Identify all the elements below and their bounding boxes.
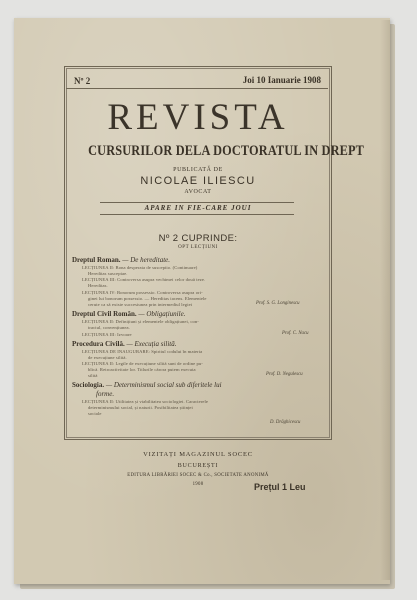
masthead-title: REVISTA [107, 97, 289, 138]
lesson-line: blică. Retroactivitate lor. Titlurile cărora putem executa [88, 367, 196, 372]
section-title: Sociologia. — Determinismul social sub diferitele lui [72, 381, 222, 389]
professor-name: D. Drăghicescu [270, 420, 301, 425]
lesson-line: LECȚIUNEA III: Izvoare [82, 332, 132, 337]
professor-name: Prof. C. Nacu [282, 331, 309, 336]
footer-publisher: EDITURA LIBRĂRIEI SOCEC & Co., SOCIETATE ANONIMĂ [127, 473, 269, 478]
frequency-rule-bottom [100, 214, 294, 215]
lesson-line: cerute ca să existe succesiunea prin intermediul legiei [88, 302, 193, 307]
frequency-rule-top [100, 202, 294, 203]
masthead-subtitle: CURSURILOR DELA DOCTORATUL IN DREPT [88, 143, 365, 159]
footer-city: BUCUREȘTI [177, 463, 219, 469]
section-title: Dreptul Roman. — De hereditate. [72, 256, 170, 264]
lesson-line: LECȚIUNEA DE INAUGURARE: Spiritul codului în materia [82, 349, 203, 354]
editor-role: AVOCAT [184, 189, 212, 195]
lesson-line: LECȚIUNEA II: Utilitatea și viabilitatea sociologiei. Caracterele [82, 399, 209, 404]
section-title: Dreptul Civil Român. — Obligațiunile. [72, 310, 186, 318]
lesson-line: LECȚIUNEA II: Definițiuni și elementele obligațiunei, con- [82, 319, 199, 324]
issue-number: Nº 2 [74, 76, 91, 86]
lesson-line: sociale [88, 411, 102, 416]
lesson-line: tractul, convențiunea. [88, 325, 130, 330]
lesson-line: silită [88, 373, 98, 378]
professor-name: Prof. S. G. Longinescu [256, 301, 300, 306]
editor-name: NICOLAE ILIESCU [140, 175, 256, 187]
header-rule [66, 88, 328, 89]
published-by: PUBLICATĂ DE [173, 167, 223, 173]
section-title: Procedura Civilă. — Execuția silită. [72, 340, 177, 348]
lesson-line: determinismului social, și naturii. Posibilitatea științei [88, 405, 193, 410]
lesson-line: Hereditas. [88, 283, 108, 288]
contents-subheading: OPT LECȚIUNI [178, 245, 218, 250]
footer-year: 1908 [192, 482, 204, 487]
frequency-banner: APARE IN FIE-CARE JOUI [144, 204, 252, 212]
contents-heading: Nº 2 CUPRINDE: [158, 233, 238, 244]
price-label: Prețul 1 Leu [254, 482, 306, 492]
lesson-line: LECȚIUNEA IV: Bonorum possessio. Controversa asupra ori- [82, 290, 203, 295]
lesson-line: LECȚIUNEA III: Controversa asupra vechimei celor două teze. [82, 277, 206, 282]
cover-edge-shade [380, 20, 390, 580]
section-topic-continued: forme. [96, 390, 115, 398]
footer-advert: VIZITAȚI MAGAZINUL SOCEC [143, 451, 253, 458]
lesson-line: LECȚIUNEA II: Legile de execuțiune silită sunt de ordine pu- [82, 361, 203, 366]
lesson-line: Hereditas susceptae. [88, 271, 128, 276]
lesson-line: LECȚIUNEA II: Bona desperata de susceptio. (Continuare) [82, 265, 198, 270]
professor-name: Prof. D. Negulescu [266, 372, 303, 377]
issue-date: Joi 10 Ianuarie 1908 [242, 75, 321, 85]
lesson-line: de execuțiune silită. [88, 355, 127, 360]
lesson-line: ginei lui bonorum possessio. — Hereditas iacens. Elementele [88, 296, 207, 301]
